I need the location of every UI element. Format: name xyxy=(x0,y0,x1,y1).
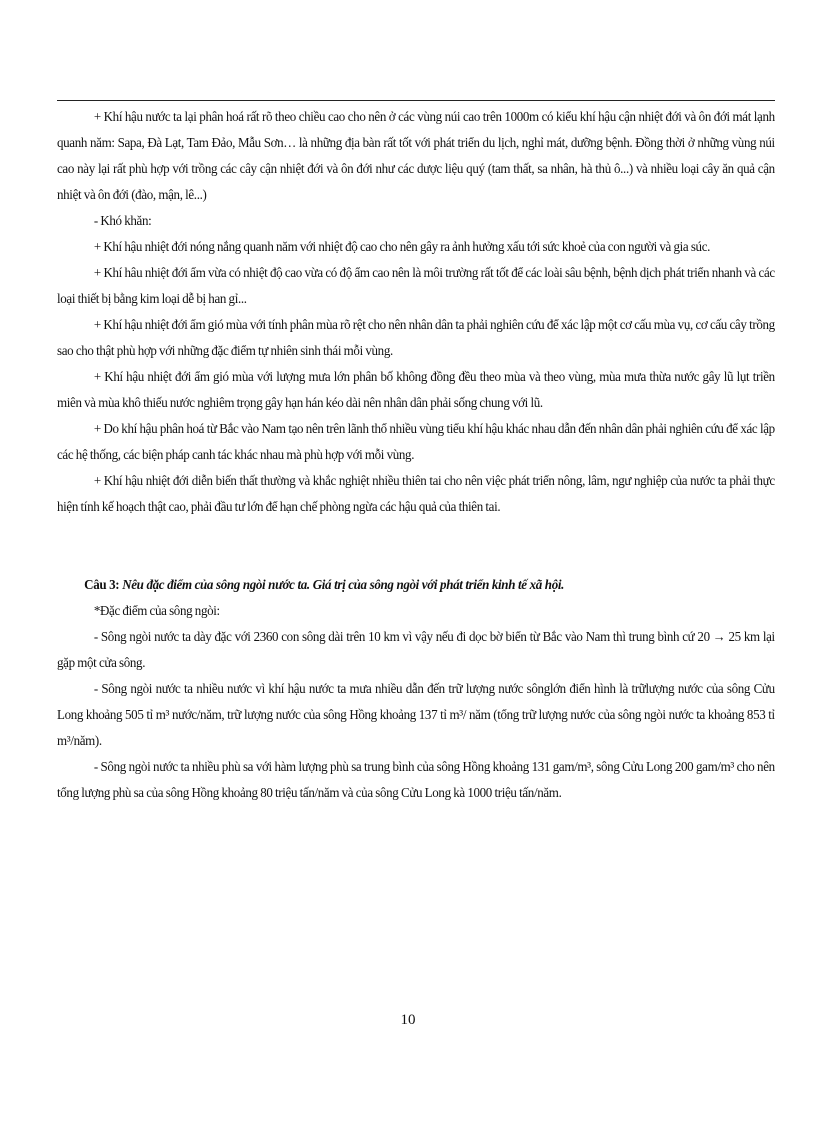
paragraph-hot-climate: + Khí hậu nhiệt đới nóng nắng quanh năm với nhiệt độ cao cho nên gây ra ảnh hưởng xấu tới sức khoẻ của con người và gia súc. xyxy=(93,239,711,254)
paragraph-rainfall: + Khí hậu nhiệt đới ẩm gió mùa với lượng mưa lớn phân bố không đồng đều theo mùa và theo vùng, mùa mưa thừa nước gây lũ lụt triền miên và mùa khô thiếu nước nghiêm trọng gây hạn hán kéo dài nên nhân dân phải sống chung với lũ. xyxy=(57,369,775,410)
paragraph-river-sediment: - Sông ngòi nước ta nhiều phù sa với hàm lượng phù sa trung bình của sông Hồng khoảng 131 gam/m³, sông Cửu Long 200 gam/m³ cho nên tổng lượng phù sa của sông Hồng khoảng 80 triệu tấn/năm và của sông Cửu Long kà 1000 triệu tấn/năm. xyxy=(57,759,775,800)
page-number: 10 xyxy=(400,1012,416,1028)
paragraph-climate-altitude: + Khí hậu nước ta lại phân hoá rất rõ theo chiều cao cho nên ở các vùng núi cao trên 1000m có kiểu khí hậu cận nhiệt đới và ôn đới mát lạnh quanh năm: Sapa, Đà Lạt, Tam Đảo, Mẫu Sơn… là những địa bàn rất tốt với phát triển du lịch, nghỉ mát, dưỡng bệnh. Đồng thời ở những vùng núi cao này lại rất phù hợp với trồng các cây cận nhiệt đới và ôn đới như các dược liệu quý (tam thất, sa nhân, hà thủ ô...) và nhiều loại cây ăn quả cận nhiệt và ôn đới (đào, mận, lê...) xyxy=(57,109,775,202)
question-text: Nêu đặc điểm của sông ngòi nước ta. Giá trị của sông ngòi với phát triển kinh tế xã hội. xyxy=(122,577,565,592)
question-label: Câu 3: xyxy=(84,577,120,592)
paragraph-difficulties-heading: - Khó khăn: xyxy=(93,213,152,228)
paragraph-river-density: - Sông ngòi nước ta dày đặc với 2360 con sông dài trên 10 km vì vậy nếu đi dọc bờ biển từ Bắc vào Nam thì trung bình cứ 20 → 25 km lại gặp một cửa sông. xyxy=(57,629,775,670)
section-gap xyxy=(57,520,775,572)
paragraph-regional-climate: + Do khí hậu phân hoá từ Bắc vào Nam tạo nên trên lãnh thổ nhiều vùng tiểu khí hậu khác nhau dẫn đến nhân dân phải nghiên cứu để xác lập các hệ thống, các biện pháp canh tác khác nhau mà phù hợp với mỗi vùng. xyxy=(57,421,775,462)
paragraph-river-features-heading: *Đặc điểm của sông ngòi: xyxy=(93,603,220,618)
question-heading xyxy=(57,572,775,598)
page-content xyxy=(57,104,775,806)
paragraph-humid-climate: + Khí hâu nhiệt đới ẩm vừa có nhiệt độ cao vừa có độ ẩm cao nên là môi trường rất tốt để các loài sâu bệnh, bệnh dịch phát triển nhanh và các loại thiết bị bằng kim loại dễ bị han gỉ... xyxy=(57,265,775,306)
paragraph-natural-disasters: + Khí hậu nhiệt đới diễn biến thất thường và khắc nghiệt nhiều thiên tai cho nên việc phát triển nông, lâm, ngư nghiệp của nước ta phải thực hiện tính kế hoạch thật cao, phải đầu tư lớn để hạn chế phòng ngừa các hậu quả của thiên tai. xyxy=(57,473,775,514)
header-rule xyxy=(57,100,775,101)
paragraph-river-water-volume: - Sông ngòi nước ta nhiều nước vì khí hậu nước ta mưa nhiều dẫn đến trữ lượng nước sônglớn điển hình là trữlượng nước của sông Cửu Long khoảng 505 tỉ m³ nước/năm, trữ lượng nước của sông Hồng khoảng 137 tỉ m³/ năm (tổng trữ lượng nước của sông ngòi nước ta khoảng 853 tỉ m³/năm). xyxy=(57,681,775,748)
paragraph-monsoon-seasons: + Khí hậu nhiệt đới ẩm gió mùa với tính phân mùa rõ rệt cho nên nhân dân ta phải nghiên cứu để xác lập một cơ cấu mùa vụ, cơ cấu cây trồng sao cho thật phù hợp với những đặc điểm tự nhiên sinh thái mỗi vùng. xyxy=(57,317,775,358)
